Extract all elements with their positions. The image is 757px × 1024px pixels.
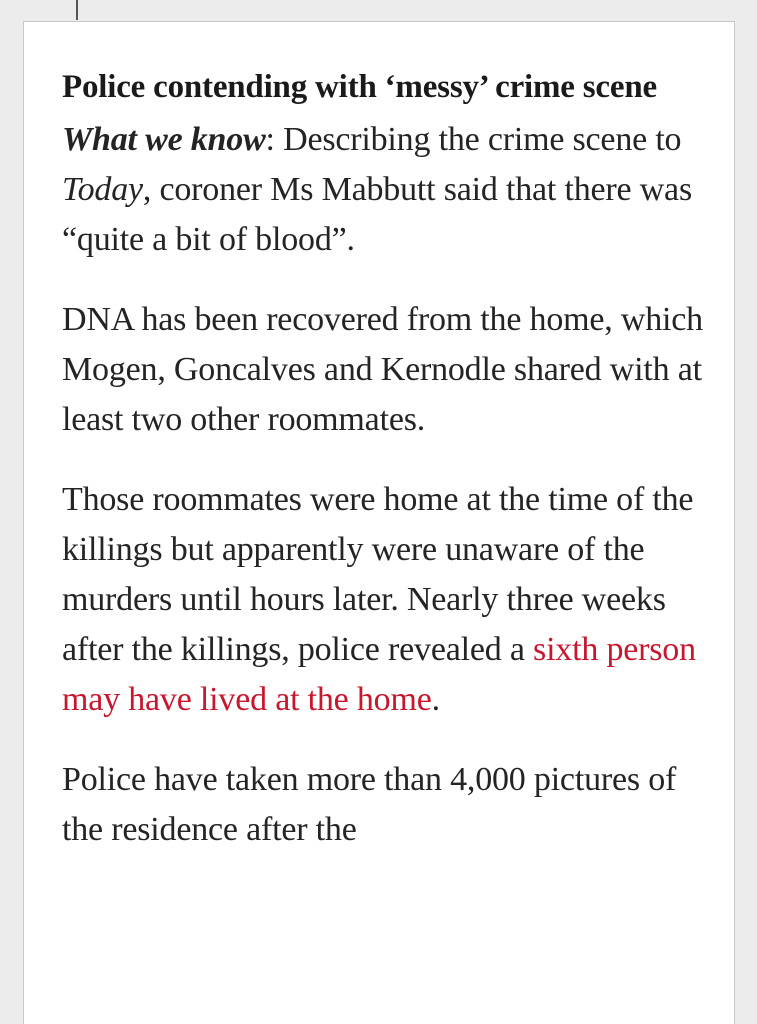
paragraph-3-text-b: . <box>431 681 440 718</box>
paragraph-dna: DNA has been recovered from the home, which Mogen, Goncalves and Kernodle shared with at least two other roommates. <box>62 301 703 438</box>
timeline-line <box>76 0 78 20</box>
paragraph-roommates <box>62 475 722 725</box>
what-we-know-label: What we know <box>62 121 266 158</box>
paragraph-1-text-a: Describing the crime scene to <box>283 121 682 158</box>
sixth-person-link[interactable]: sixth person may have lived at the home <box>62 631 696 718</box>
lede-colon: : <box>265 121 284 158</box>
paragraph-pictures: Police have taken more than 4,000 pictures of the residence after the <box>62 761 677 848</box>
outlet-name: Today <box>62 171 143 208</box>
paragraph-1-text-b: , coroner Ms Mabbutt said that there was “quite a bit of blood”. <box>62 171 692 258</box>
update-content <box>62 62 722 855</box>
paragraph-3-text-a: Those roommates were home at the time of the killings but apparently were unaware of the murders until hours later. Nearly three weeks after the killings, police revealed a <box>62 481 694 668</box>
update-heading: Police contending with ‘messy’ crime scene <box>62 69 657 105</box>
paragraph-what-we-know <box>62 115 722 265</box>
live-update-card <box>23 21 735 1024</box>
